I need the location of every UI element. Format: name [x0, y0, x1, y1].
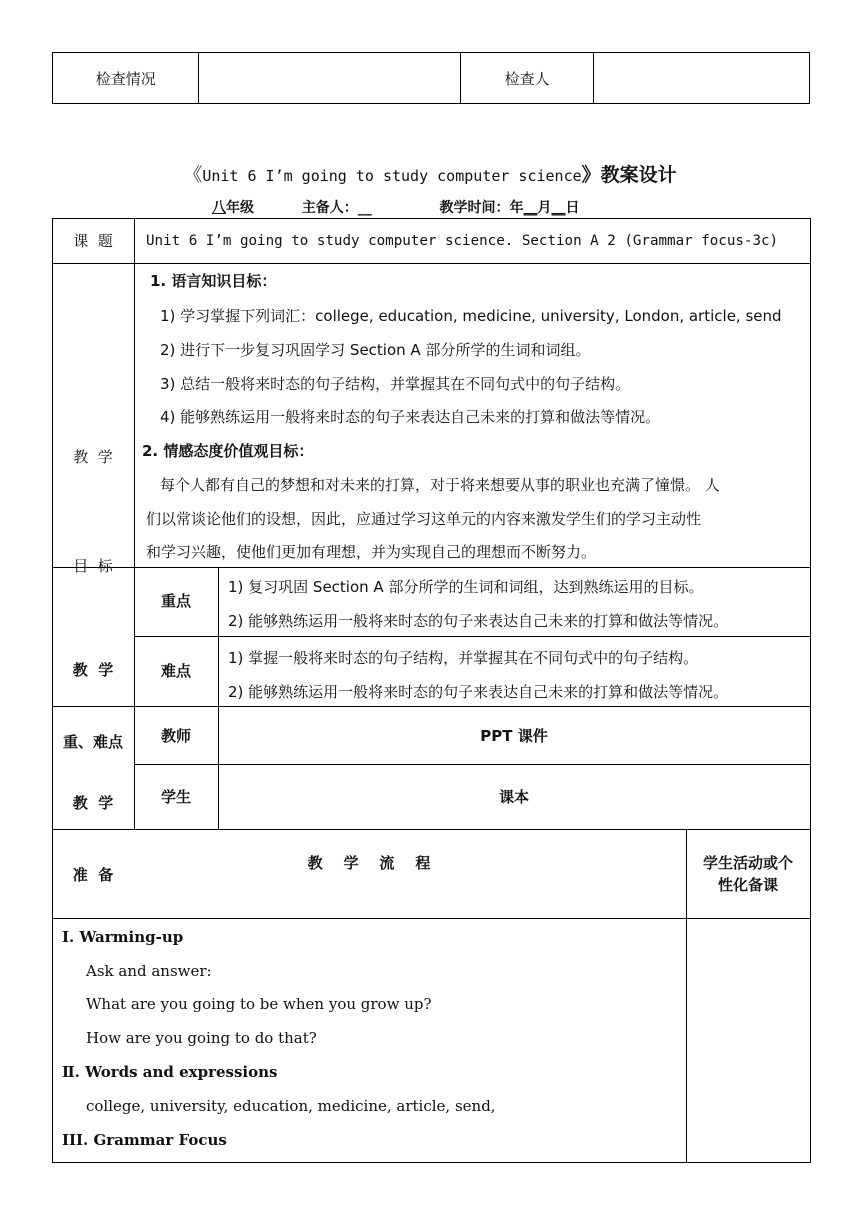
- grade-value: 八: [212, 200, 226, 216]
- time-label: 教学时间：年: [439, 200, 524, 216]
- emotion-line-2: 们以常谈论他们的设想，因此，应通过学习这单元的内容来激发学生们的学习主动性: [146, 510, 702, 528]
- knowledge-item-4: 4) 能够熟练运用一般将来时态的句子来表达自己未来的打算和做法等情况。: [160, 408, 661, 426]
- flow-header: 教 学 流 程: [307, 854, 431, 872]
- side-header-line2: 性化备课: [717, 876, 778, 894]
- knowledge-heading: 1. 语言知识目标：: [150, 272, 277, 290]
- prep-label: [52, 743, 134, 911]
- teacher-label: 教师: [160, 727, 191, 745]
- topic-label: 课 题: [73, 232, 113, 250]
- goals-label-line1: 教 学: [73, 448, 113, 466]
- time-blank-1: __: [523, 200, 538, 216]
- document-subtitle: [212, 197, 580, 217]
- section-2-heading: Ⅱ. Words and expressions: [62, 1063, 278, 1081]
- student-value: 课本: [498, 788, 529, 806]
- time-blank-2: __: [551, 200, 566, 216]
- preparer-label: 主备人：: [301, 200, 358, 216]
- difficult-point-2: 2) 能够熟练运用一般将来时态的句子来表达自己未来的打算和做法等情况。: [228, 683, 729, 701]
- key-point-1: 1) 复习巩固 Section A 部分所学的生词和词组，达到熟练运用的目标。: [228, 578, 704, 596]
- emotion-line-1: 每个人都有自己的梦想和对未来的打算，对于将来想要从事的职业也充满了憧憬。 人: [160, 476, 720, 494]
- difficult-point-1: 1) 掌握一般将来时态的句子结构，并掌握其在不同句式中的句子结构。: [228, 649, 699, 667]
- title-suffix: 》教案设计: [581, 164, 677, 186]
- section-1-line-3: How are you going to do that?: [86, 1029, 317, 1047]
- time-day: 日: [565, 200, 580, 216]
- grade-suffix: 年级: [226, 200, 254, 216]
- checker-value: [593, 53, 809, 104]
- section-2-line-1: college, university, education, medicine, article, send,: [86, 1097, 496, 1115]
- document-title: [0, 160, 860, 187]
- knowledge-item-1: 1) 学习掌握下列词汇：college, education, medicine, university, London, article, send: [160, 307, 782, 325]
- prep-label-line2: 准 备: [72, 866, 114, 884]
- check-status-label: 检查情况: [53, 53, 199, 104]
- knowledge-item-3: 3) 总结一般将来时态的句子结构，并掌握其在不同句式中的句子结构。: [160, 375, 631, 393]
- section-1-line-1: Ask and answer:: [86, 962, 212, 980]
- section-3-heading: III. Grammar Focus: [62, 1131, 227, 1149]
- checker-label: 检查人: [461, 53, 594, 104]
- goals-label-line2: 目 标: [73, 557, 113, 575]
- check-status-value: [199, 53, 461, 104]
- topic-value: Unit 6 I’m going to study computer science. Section A 2 (Grammar focus-3c): [146, 233, 779, 249]
- key-points-label: 重点: [160, 592, 191, 610]
- prep-label-line1: 教 学: [72, 794, 114, 812]
- key-label-line2: 重、难点: [62, 733, 123, 751]
- preparer-blank: __: [357, 200, 372, 216]
- goals-label: [52, 375, 134, 616]
- side-header-line1: 学生活动或个: [702, 854, 793, 872]
- difficult-points-label: 难点: [160, 662, 191, 680]
- teacher-value: PPT 课件: [480, 727, 548, 745]
- key-point-2: 2) 能够熟练运用一般将来时态的句子来表达自己未来的打算和做法等情况。: [228, 612, 729, 630]
- section-1-heading: Ⅰ. Warming-up: [62, 928, 184, 946]
- side-header: [686, 852, 810, 896]
- time-month: 月: [537, 200, 552, 216]
- emotion-heading: 2. 情感态度价值观目标：: [142, 442, 314, 460]
- check-table: [52, 52, 810, 104]
- knowledge-item-2: 2) 进行下一步复习巩固学习 Section A 部分所学的生词和词组。: [160, 341, 591, 359]
- section-1-line-2: What are you going to be when you grow up?: [86, 995, 432, 1013]
- student-label: 学生: [160, 788, 191, 806]
- title-open-bracket: 《: [183, 164, 203, 186]
- key-label-line1: 教 学: [72, 661, 114, 679]
- title-unit: Unit 6 I’m going to study computer science: [202, 167, 582, 185]
- emotion-line-3: 和学习兴趣，使他们更加有理想，并为实现自己的理想而不断努力。: [146, 543, 597, 561]
